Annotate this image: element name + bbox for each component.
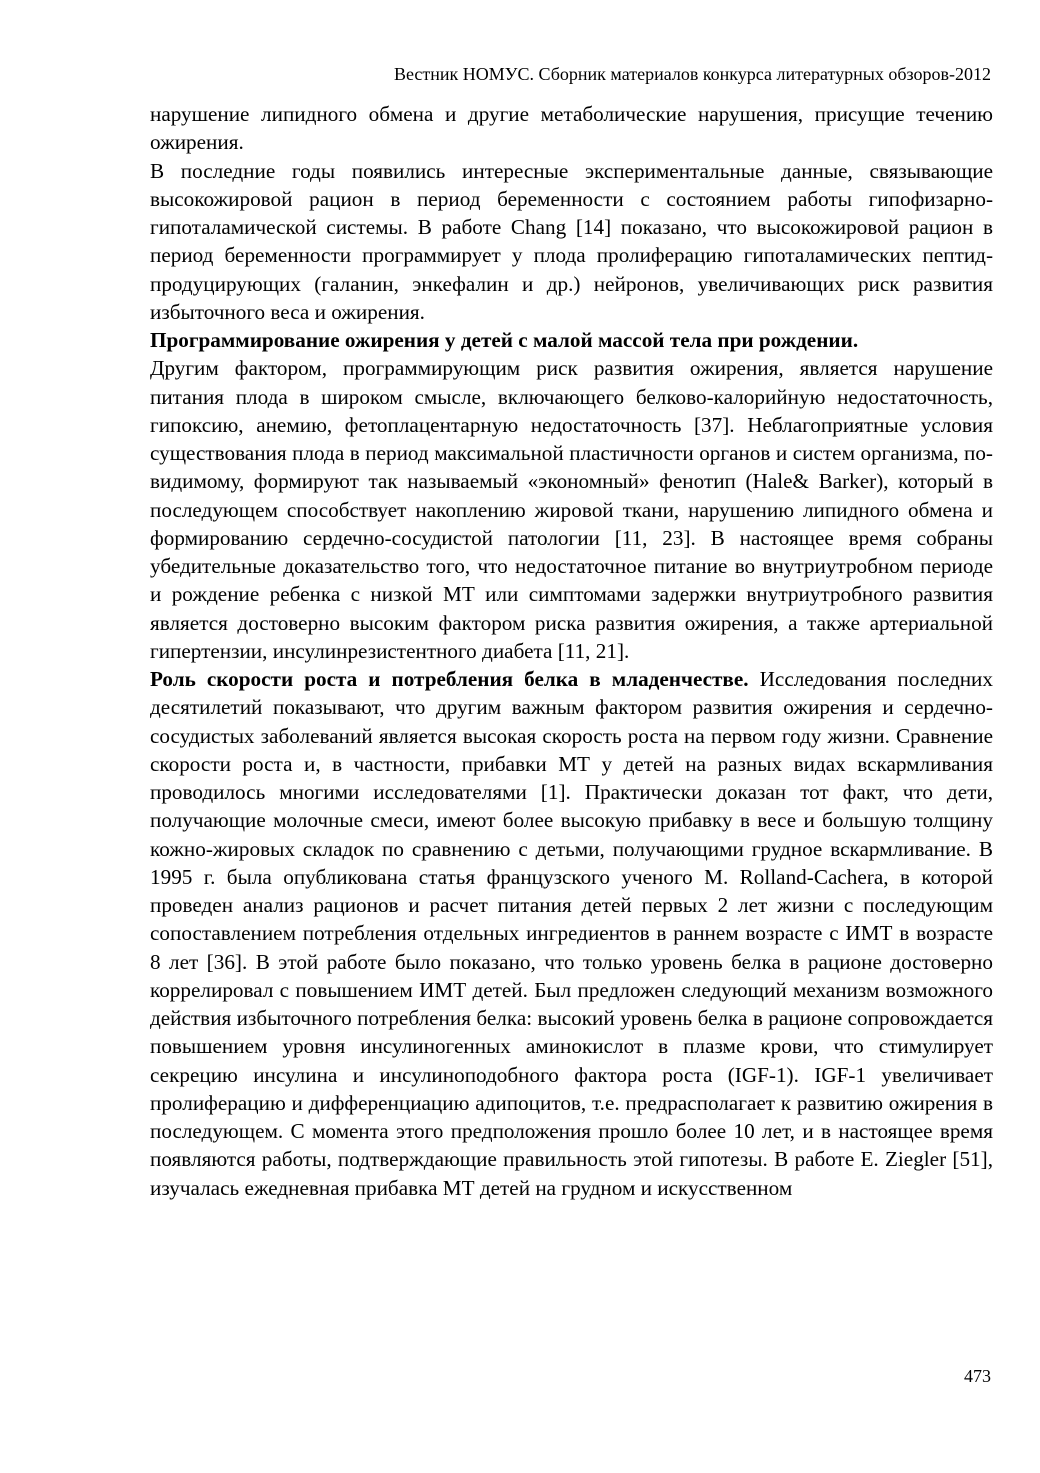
section-heading-growth-rate-protein: Роль скорости роста и потребления белка в младенчестве.	[150, 667, 749, 691]
paragraph-3-text: Другим фактором, программирующим риск развития ожирения, является нарушение питания плода в широком смысле, включающего белково-калорийную недостаточность, гипоксию, анемию, фетоплацентарную недостаточность [37]. Неблагоприятные условия существования плода в период максимальной пластичности органов и систем организма, по-видимому, формируют так называемый «экономный» фенотип (Hale& Barker), который в последующем способствует накоплению жировой ткани, нарушению липидного обмена и формированию сердечно-сосудистой патологии [11, 23]. В настоящее время собраны убедительные доказательство того, что недостаточное питание во внутриутробном периоде и рождение ребенка с низкой МТ или симптомами задержки внутриутробного развития является достоверно высоким фактором риска развития ожирения, а также артериальной гипертензии, инсулинрезистентного диабета [11, 21].	[150, 356, 993, 663]
paragraph-2: В последние годы появились интересные экспериментальные данные, связывающие высокожировой рацион в период беременности с состоянием работы гипофизарно-гипоталамической системы. В работе Chang [14] показано, что высокожировой рацион в период беременности программирует у плода пролиферацию гипоталамических пептид-продуцирующих (галанин, энкефалин и др.) нейронов, увеличивающих риск развития избыточного веса и ожирения.	[150, 158, 993, 324]
paragraph-3	[150, 326, 993, 665]
paragraph-4-text: Исследования последних десятилетий показывают, что другим важным фактором развития ожирения и сердечно-сосудистых заболеваний является высокая скорость роста на первом году жизни. Сравнение скорости роста и, в частности, прибавки МТ у детей на разных видах вскармливания проводилось многими исследователями [1]. Практически доказан тот факт, что дети, получающие молочные смеси, имеют более высокую прибавку в весе и большую толщину кожно-жировых складок по сравнению с детьми, получающими грудное вскармливание. В 1995 г. была опубликована статья французского ученого M. Rolland-Cachera, в которой проведен анализ рационов и расчет питания детей первых 2 лет жизни с последующим сопоставлением потребления отдельных ингредиентов в раннем возрасте с ИМТ в возрасте 8 лет [36]. В этой работе было показано, что только уровень белка в рационе достоверно коррелировал с повышением ИМТ детей. Был предложен следующий механизм возможного действия избыточного потребления белка: высокий уровень белка в рационе сопровождается повышением уровня инсулиногенных аминокислот в плазме крови, что стимулирует секрецию инсулина и инсулиноподобного фактора роста (IGF-1). IGF-1 увеличивает пролиферацию и дифференциацию адипоцитов, т.е. предрасполагает к развитию ожирения в последующем. С момента этого предположения прошло более 10 лет, и в настоящее время появляются работы, подтверждающие правильность этой гипотезы. В работе E. Ziegler [51], изучалась ежедневная прибавка МТ детей на грудном и искусственном	[150, 667, 993, 1200]
page-number: 473	[964, 1366, 991, 1386]
section-heading-low-birth-weight: Программирование ожирения у детей с малой массой тела при рождении.	[150, 328, 859, 352]
running-header: Вестник НОМУС. Сборник материалов конкурса литературных обзоров-2012	[393, 64, 991, 84]
article-body	[150, 100, 993, 1202]
paragraph-4	[150, 665, 993, 1202]
paragraph-1: нарушение липидного обмена и другие метаболические нарушения, присущие течению ожирения.	[150, 102, 993, 155]
